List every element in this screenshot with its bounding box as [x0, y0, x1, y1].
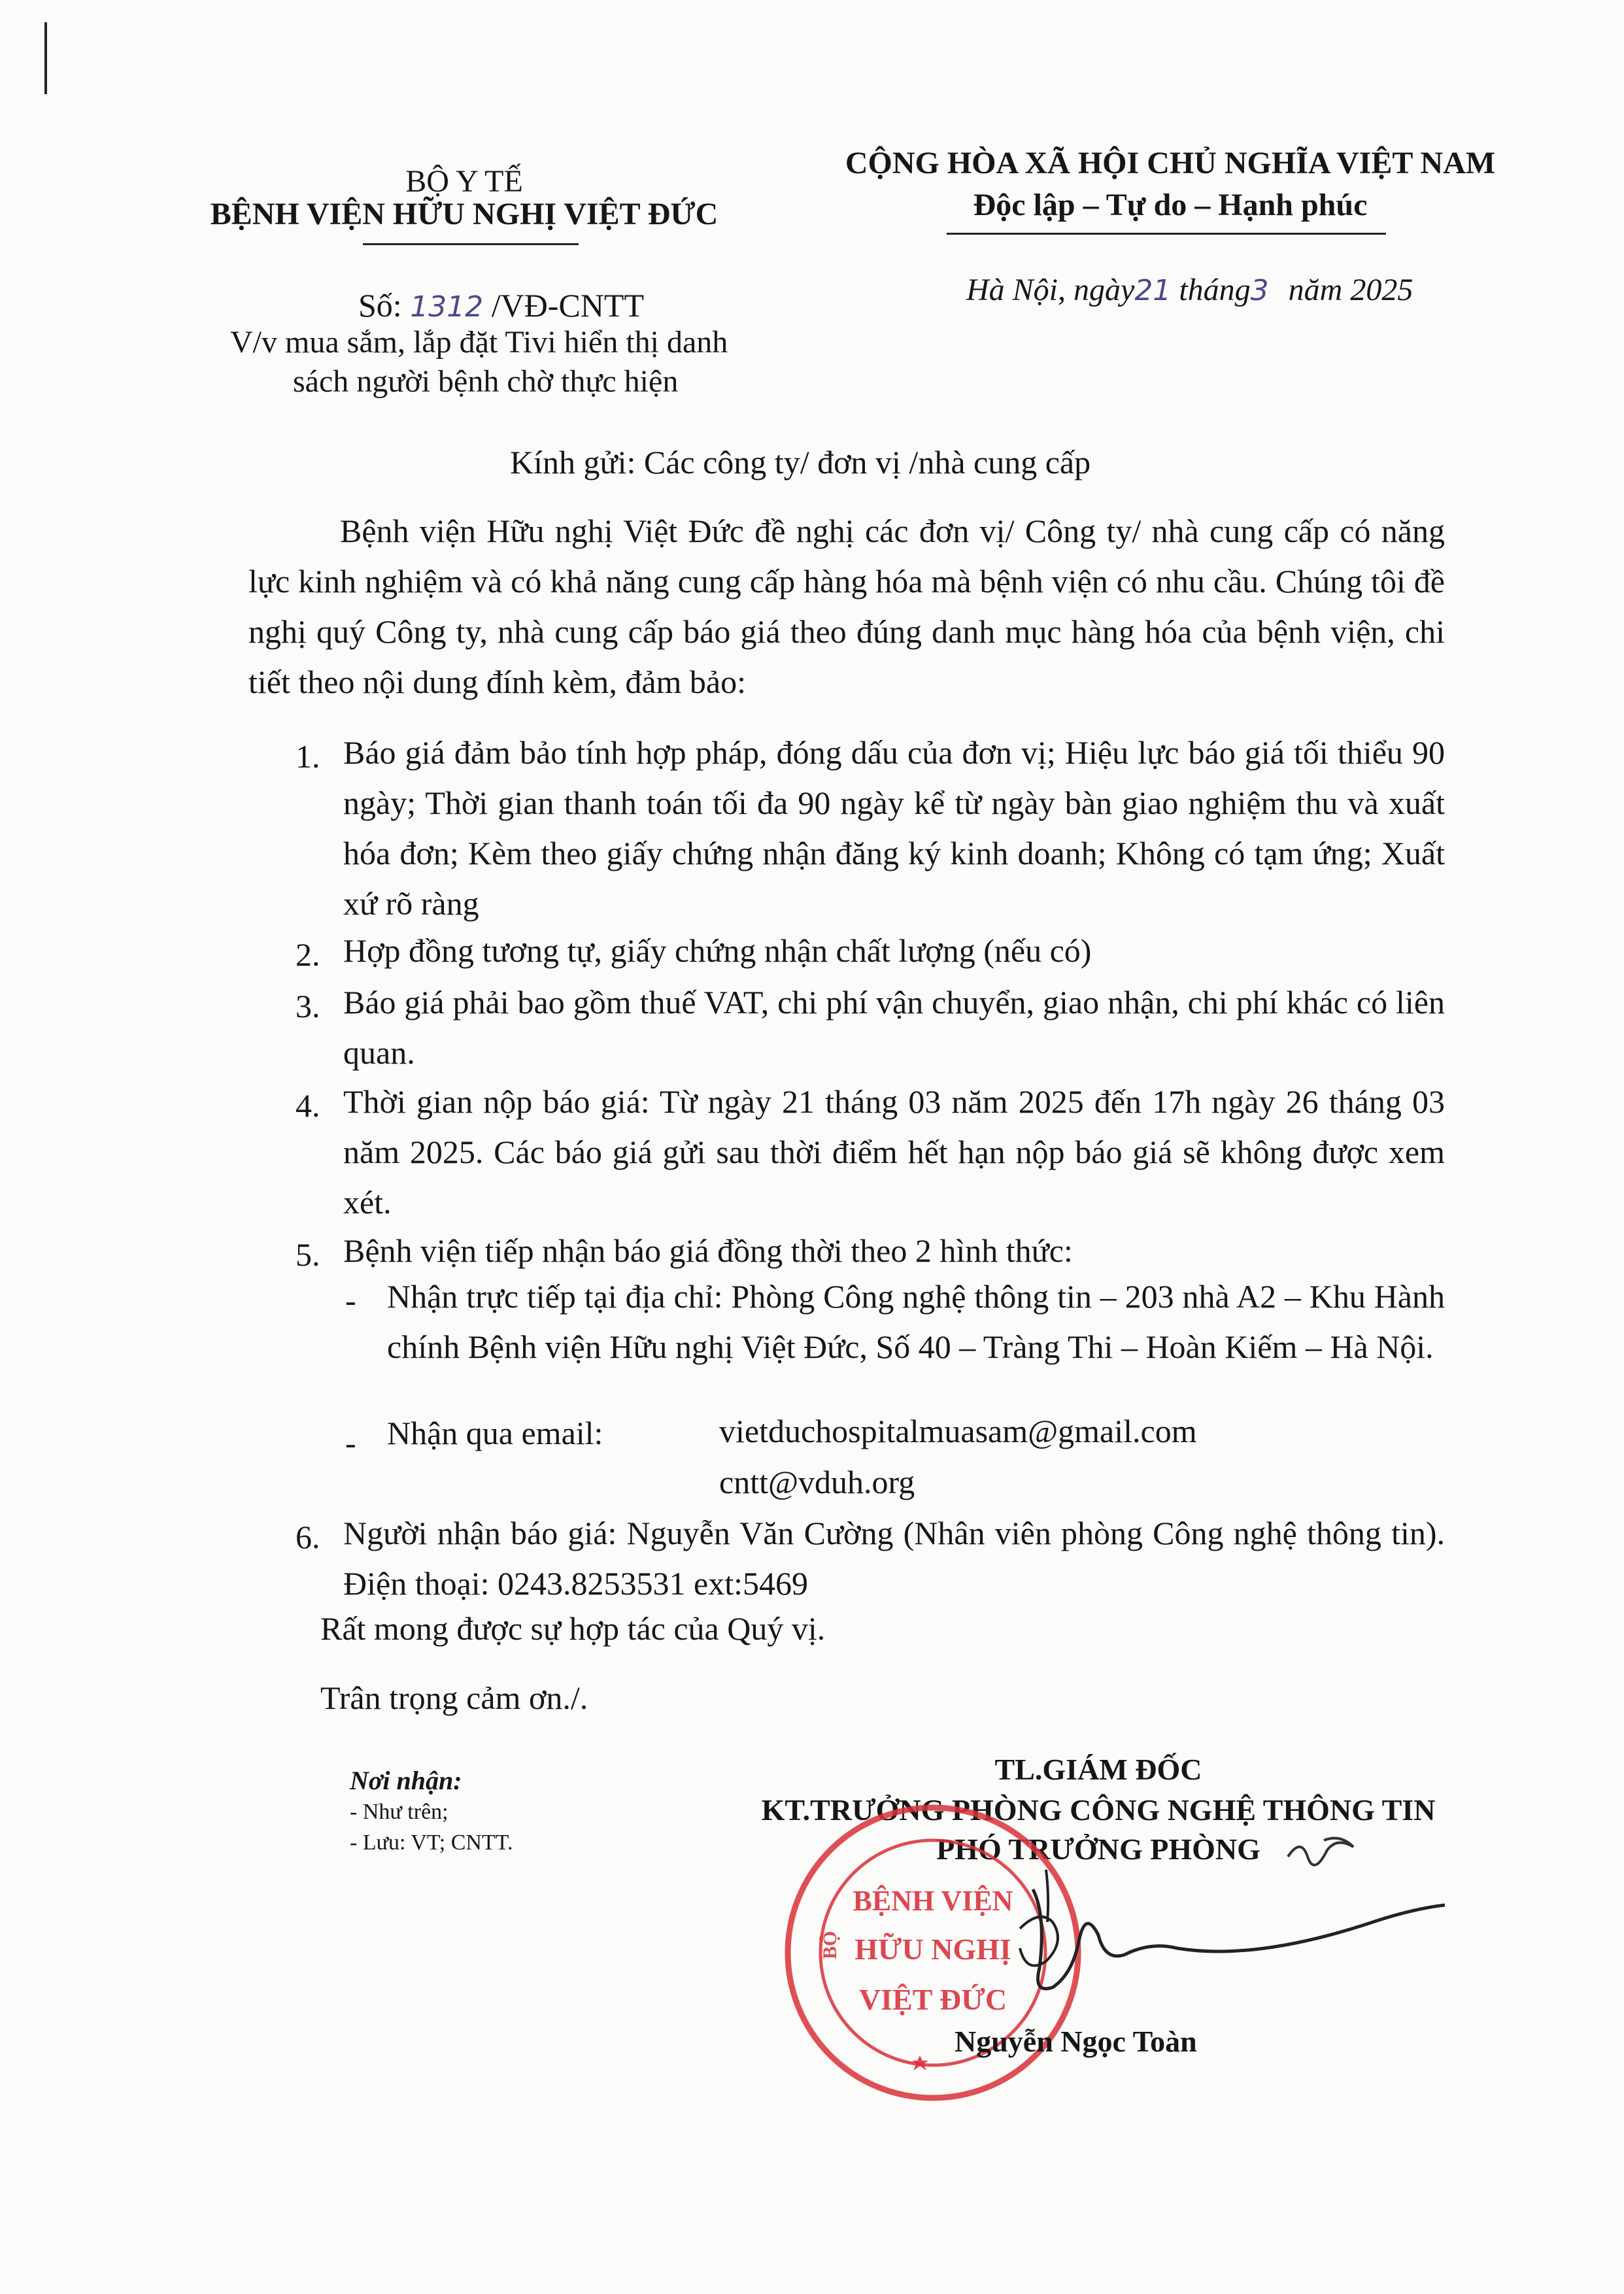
sub-2-dash: -: [345, 1425, 356, 1461]
sub-1-dash: -: [345, 1282, 356, 1319]
subject-line-1: V/v mua sắm, lắp đặt Tivi hiển thị danh: [230, 325, 728, 360]
recipients-line-1: - Như trên;: [350, 1800, 448, 1824]
hospital-underline: [363, 243, 579, 245]
salutation: Kính gửi: Các công ty/ đơn vị /nhà cung cấp: [510, 444, 1091, 481]
stamp-line-2: HỮU NGHỊ: [854, 1932, 1011, 1966]
signer-name: Nguyễn Ngọc Toàn: [955, 2025, 1197, 2058]
item-6-text: Người nhận báo giá: Nguyễn Văn Cường (Nhân viên phòng Công nghệ thông tin). Điện thoại: 0243.8253531 ext:5469: [343, 1515, 1445, 1602]
signature-scribble: [981, 1817, 1569, 2033]
date-day: 21: [1134, 274, 1172, 307]
stamp-ring-text: BỘ: [819, 1931, 841, 1959]
hospital-name: BỆNH VIỆN HỮU NGHỊ VIỆT ĐỨC: [210, 197, 719, 231]
motto: Độc lập – Tự do – Hạnh phúc: [973, 188, 1368, 222]
stamp-line-3: VIỆT ĐỨC: [858, 1983, 1007, 2016]
recipients-line-2: - Lưu: VT; CNTT.: [350, 1830, 513, 1855]
email-secondary: cntt@vduh.org: [719, 1464, 915, 1500]
item-2-number: 2.: [296, 936, 320, 973]
item-4-number: 4.: [296, 1087, 320, 1124]
date-month-label: tháng: [1179, 273, 1251, 307]
item-5-text: Bệnh viện tiếp nhận báo giá đồng thời theo 2 hình thức:: [343, 1232, 1073, 1269]
item-6-number: 6.: [296, 1519, 320, 1555]
item-1-number: 1.: [296, 738, 320, 775]
subject-line-2: sách người bệnh chờ thực hiện: [293, 364, 679, 399]
signature-title-3: PHÓ TRƯỞNG PHÒNG: [936, 1832, 1260, 1866]
item-2-text: Hợp đồng tương tự, giấy chứng nhận chất lượng (nếu có): [343, 932, 1092, 969]
sub-email-label: Nhận qua email:: [387, 1415, 603, 1451]
stamp-line-1: BỆNH VIỆN: [853, 1885, 1013, 1917]
date-month: 3: [1250, 274, 1269, 307]
item-1-text: Báo giá đảm bảo tính hợp pháp, đóng dấu của đơn vị; Hiệu lực báo giá tối thiểu 90 ngày; Thời gian thanh toán tối đa 90 ngày kể từ ngày bàn giao nghiệm thu và xuất hóa đơn; Kèm theo giấy chứng nhận đăng ký kinh doanh; Không có tạm ứng; Xuất xứ rõ ràng: [343, 734, 1445, 922]
closing-thanks: Trân trọng cảm ơn./.: [320, 1679, 588, 1716]
doc-number-prefix: Số:: [358, 287, 402, 324]
date-place: Hà Nội, ngày: [966, 273, 1135, 307]
signature-title-2: KT.TRƯỞNG PHÒNG CÔNG NGHỆ THÔNG TIN: [761, 1793, 1436, 1827]
closing-cooperation: Rất mong được sự hợp tác của Quý vị.: [320, 1610, 826, 1647]
doc-number-suffix: /VĐ-CNTT: [491, 287, 644, 324]
email-primary: vietduchospitalmuasam@gmail.com: [719, 1413, 1197, 1449]
item-5-number: 5.: [296, 1236, 320, 1273]
republic-name: CỘNG HÒA XÃ HỘI CHỦ NGHĨA VIỆT NAM: [845, 146, 1496, 180]
ministry-name: BỘ Y TẾ: [405, 164, 523, 199]
item-4-text: Thời gian nộp báo giá: Từ ngày 21 tháng 03 năm 2025 đến 17h ngày 26 tháng 03 năm 2025. Các báo giá gửi sau thời điểm hết hạn nộp báo giá sẽ không được xem xét.: [343, 1083, 1445, 1221]
date-year: năm 2025: [1288, 273, 1413, 307]
motto-underline: [947, 233, 1386, 235]
doc-number: [358, 286, 644, 324]
scan-mark: [44, 22, 47, 94]
date-line: [966, 272, 1413, 308]
sub-direct-address: Nhận trực tiếp tại địa chỉ: Phòng Công nghệ thông tin – 203 nhà A2 – Khu Hành chính Bệnh viện Hữu nghị Việt Đức, Số 40 – Tràng Thi – Hoàn Kiếm – Hà Nội.: [387, 1278, 1445, 1365]
item-3-number: 3.: [296, 988, 320, 1024]
item-3-text: Báo giá phải bao gồm thuế VAT, chi phí vận chuyển, giao nhận, chi phí khác có liên quan.: [343, 984, 1445, 1071]
intro-paragraph: Bệnh viện Hữu nghị Việt Đức đề nghị các đơn vị/ Công ty/ nhà cung cấp có năng lực kinh nghiệm và có khả năng cung cấp hàng hóa mà bệnh viện có nhu cầu. Chúng tôi đề nghị quý Công ty, nhà cung cấp báo giá theo đúng danh mục hàng hóa của bệnh viện, chi tiết theo nội dung đính kèm, đảm bảo:: [248, 513, 1445, 700]
doc-number-handwritten: 1312: [410, 290, 484, 324]
recipients-title: Nơi nhận:: [350, 1766, 462, 1795]
signature-title-1: TL.GIÁM ĐỐC: [994, 1753, 1202, 1786]
